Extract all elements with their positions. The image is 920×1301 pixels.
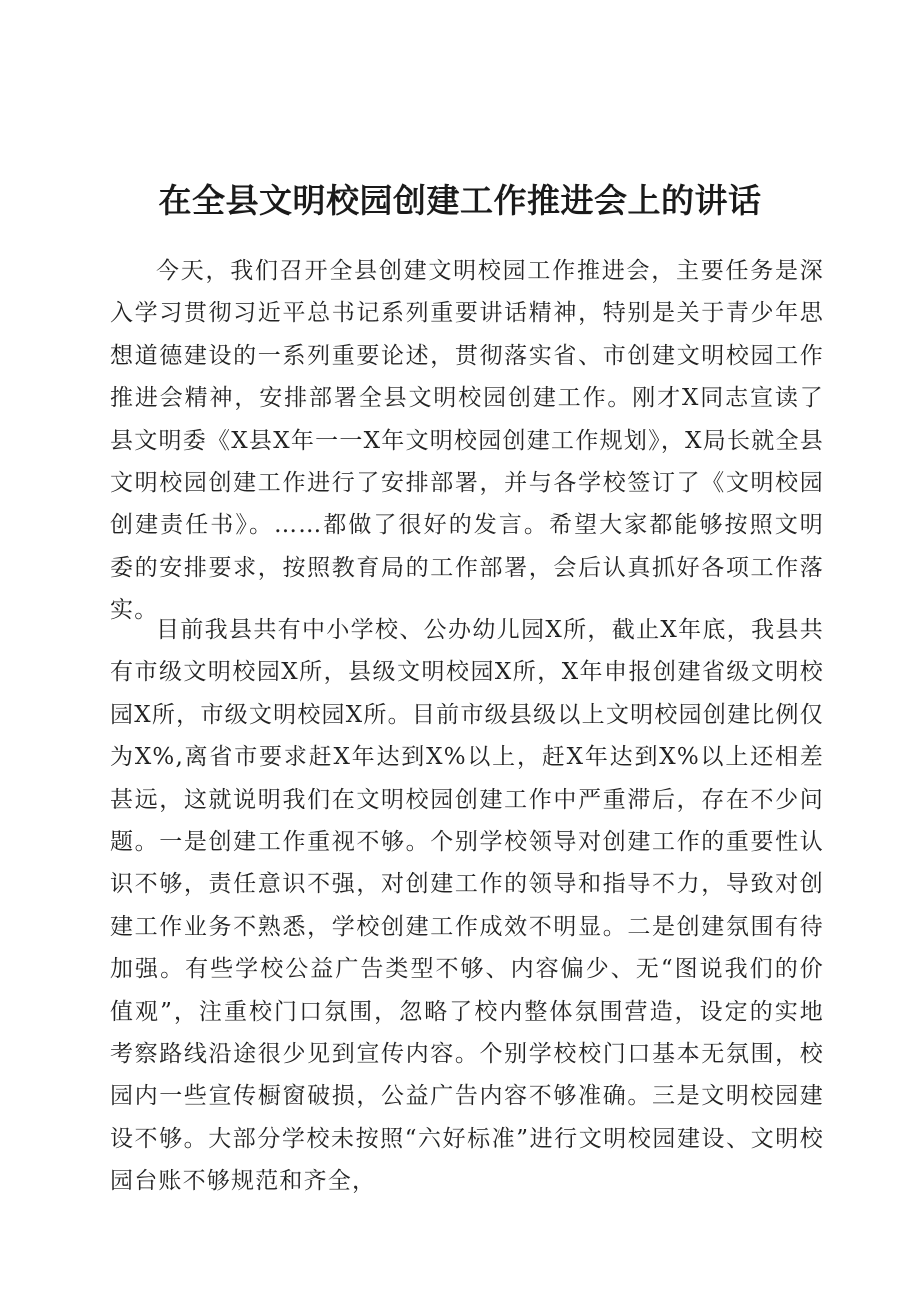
body-paragraph: 目前我县共有中小学校、公办幼儿园X所，截止X年底，我县共有市级文明校园X所，县级文明校园X所，X年申报创建省级文明校园X所，市级文明校园X所。目前市级县级以上文明校园创建比例仅为X%,离省市要求赶X年达到X%以上，赶X年达到X%以上还相差甚远，这就说明我们在文明校园创建工作中严重滞后，存在不少问题。一是创建工作重视不够。个别学校领导对创建工作的重要性认识不够，责任意识不强，对创建工作的领导和指导不力，导致对创建工作业务不熟悉，学校创建工作成效不明显。二是创建氛围有待加强。有些学校公益广告类型不够、内容偏少、无“图说我们的价值观”，注重校门口氛围，忽略了校内整体氛围营造，设定的实地考察路线沿途很少见到宣传内容。个别学校校门口基本无氛围，校园内一些宣传橱窗破损，公益广告内容不够准确。三是文明校园建设不够。大部分学校未按照“六好标准”进行文明校园建设、文明校园台账不够规范和齐全， <box>110 617 824 1195</box>
body-paragraph: 今天，我们召开全县创建文明校园工作推进会，主要任务是深入学习贯彻习近平总书记系列重要讲话精神，特别是关于青少年思想道德建设的一系列重要论述，贯彻落实省、市创建文明校园工作推进会精神，安排部署全县文明校园创建工作。刚才X同志宣读了县文明委《X县X年一一X年文明校园创建工作规划》，X局长就全县文明校园创建工作进行了安排部署，并与各学校签订了《文明校园创建责任书》。……都做了很好的发言。希望大家都能够按照文明委的安排要求，按照教育局的工作部署，会后认真抓好各项工作落实。 <box>110 258 824 624</box>
document-title: 在全县文明校园创建工作推进会上的讲话 <box>158 181 762 220</box>
